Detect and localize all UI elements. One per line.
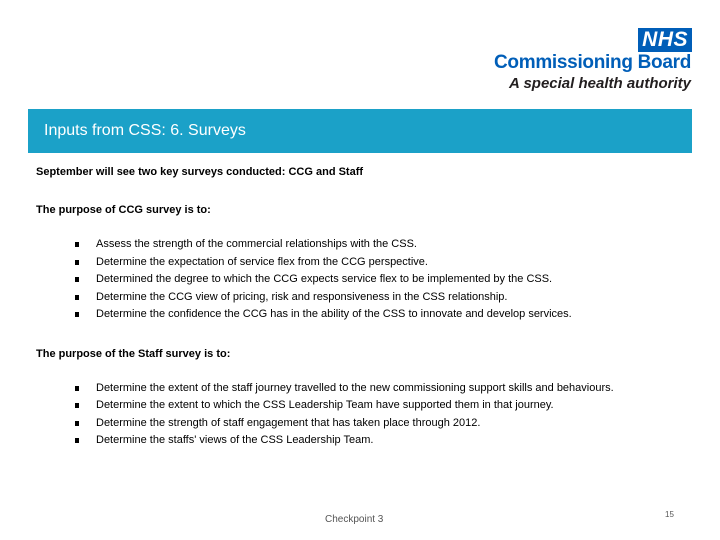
bullet-icon <box>75 403 79 408</box>
list-item-text: Determine the extent of the staff journey travelled to the new commissioning support skills and behaviours. <box>96 381 614 394</box>
list-item-text: Assess the strength of the commercial relationships with the CSS. <box>96 238 417 250</box>
list-item <box>36 271 696 289</box>
list-item <box>36 397 696 415</box>
list-item <box>36 380 696 398</box>
list-item-text: Determine the CCG view of pricing, risk and responsiveness in the CSS relationship. <box>96 290 508 303</box>
list-item-text: Determine the confidence the CCG has in the ability of the CSS to innovate and develop services. <box>96 308 572 320</box>
ccg-heading: The purpose of CCG survey is to: <box>36 204 211 216</box>
list-item-text: Determine the staffs' views of the CSS Leadership Team. <box>96 434 374 446</box>
staff-list <box>36 380 696 450</box>
bullet-icon <box>75 438 79 443</box>
title-bar <box>28 109 692 153</box>
list-item-text: Determine the strength of staff engagement that has taken place through 2012. <box>96 416 481 429</box>
list-item <box>36 415 696 433</box>
bullet-icon <box>75 242 79 247</box>
intro-text: September will see two key surveys conducted: CCG and Staff <box>36 166 364 178</box>
list-item-text: Determined the degree to which the CCG expects service flex to be implemented by the CSS. <box>96 273 553 285</box>
list-item <box>36 289 696 307</box>
logo-tagline: A special health authority <box>509 75 691 92</box>
logo-org-name: Commissioning Board <box>494 52 691 73</box>
list-item <box>36 254 696 272</box>
bullet-icon <box>75 295 79 300</box>
staff-heading: The purpose of the Staff survey is to: <box>36 347 231 360</box>
nhs-logo <box>460 0 720 100</box>
list-item <box>36 432 696 450</box>
list-item-text: Determine the extent to which the CSS Leadership Team have supported them in that journey. <box>96 399 554 411</box>
bullet-icon <box>75 421 79 426</box>
page-number: 15 <box>665 510 674 519</box>
footer-label: Checkpoint 3 <box>325 514 384 525</box>
slide-title: Inputs from CSS: 6. Surveys <box>44 122 246 139</box>
slide-content <box>36 165 696 450</box>
ccg-list <box>36 236 696 324</box>
list-item <box>36 306 696 324</box>
nhs-badge: NHS <box>638 28 692 52</box>
bullet-icon <box>75 386 79 391</box>
list-item-text: Determine the expectation of service flex from the CCG perspective. <box>96 255 428 268</box>
bullet-icon <box>75 312 79 317</box>
bullet-icon <box>75 260 79 265</box>
list-item <box>36 236 696 254</box>
bullet-icon <box>75 277 79 282</box>
